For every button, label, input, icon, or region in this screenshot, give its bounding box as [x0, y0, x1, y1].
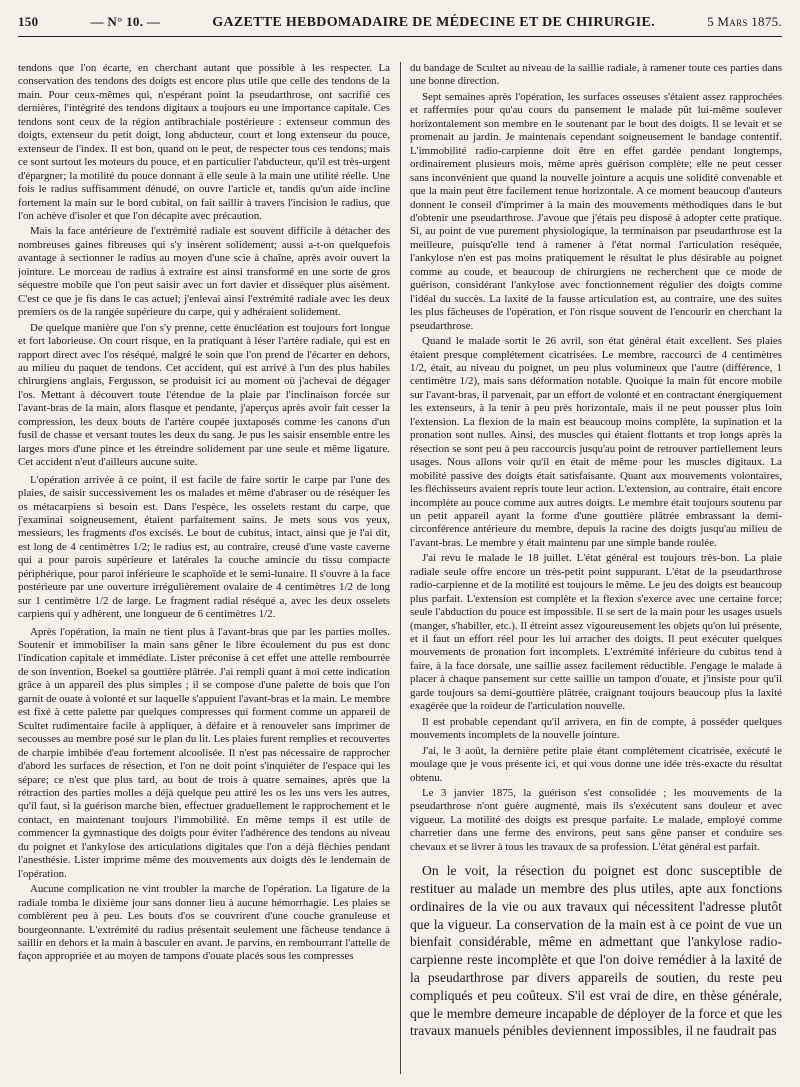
- page-number: 150: [18, 14, 39, 29]
- paragraph: Mais la face antérieure de l'extrémité radiale est souvent difficile à détacher des nombreuses gaines fibreuses qui s'y insèrent solidement; aussi a-t-on quelquefois avantage à sectionner le radius au moyen d'une scie à chaîne, après avoir ouvert la jointure. Le morceau de radius à extraire est ainsi transformé en une sorte de gros séquestre mobile que l'on peut saisir avec un fort davier et disséquer plus aisément. C'est ce que je fis dans le cas actuel; j'enlevai ainsi l'extrémité radiale avec les deux premiers os de la rangée supérieure du carpe, qui y adhéraient solidement.: [18, 225, 390, 319]
- paragraph: De quelque manière que l'on s'y prenne, cette énucléation est toujours fort longue et fort laborieuse. On court risque, en la pratiquant à léser l'artère radiale, qui est en rapport direct avec l'os réséqué, malgré le soin que l'on prend de l'écarter en dehors, au milieu du paquet de tendons. Cet accident, qui est arrivé à l'un des plus habiles chirurgiens anglais, Fergusson, se produisit ici au moment où j'achevai de dégager l'os. Mettant à découvert toute l'étendue de la plaie par l'inclinaison forcée sur l'avant-bras de la main, alors flasque et pendante, j'aperçus après avoir fait cesser la compression, les deux bouts de l'artère coupée juxtaposés comme les canons d'un fusil de chasse et versant toutes les deux du sang. Je pus les saisir ensemble entre les larges mors d'une pince et les étreindre solidement par une seule et même ligature. Cet accident n'eut d'ailleurs aucune suite.: [18, 321, 390, 469]
- text-columns: [18, 62, 782, 1074]
- issue-number: — N° 10. —: [90, 14, 161, 29]
- paragraph: Il est probable cependant qu'il arrivera, en fin de compte, à posséder quelques mouvements incomplets de la nouvelle jointure.: [410, 715, 782, 742]
- journal-title: GAZETTE HEBDOMADAIRE DE MÉDECINE ET DE CHIRURGIE.: [212, 15, 655, 30]
- paragraph: Quand le malade sortit le 26 avril, son état général était excellent. Ses plaies étaient presque complétement cicatrisées. Le membre, raccourci de 4 centimètres 1/2, était, au niveau du poignet, un peu plus volumineux que l'autre (différence, 1 centimètre 1/2), mais sans déformation notable. Quoique la main fût encore mobile sur l'avant-bras, il parvenait, par un effort de volonté et en contractant énergiquement les extenseurs, à la tenir à peu près horizontale, mais il ne peut pousser plus loin l'extension. La flexion de la main est beaucoup moins complète, la supination et la pronation sont nulles. Ainsi, des muscles qui étaient flottants et trop longs après la résection se sont peu à peu raccourcis jusqu'au point de retrouver partiellement leurs usages. Nous allons voir qu'il en était de même pour les muscles digitaux. La mobilité passive des doigts était satisfaisante. Quant aux mouvements volontaires, les fléchisseurs avaient repris toute leur action. L'extension, au contraire, était encore incomplète au pouce comme aux autres doigts. Le membre était toujours soutenu par un petit appareil ayant la forme d'une gouttière plâtrée embrassant la demi-circonférence antérieure du membre, depuis la racine des doigts jusqu'au milieu de l'avant-bras. Le membre y était maintenu par une simple bande roulée.: [410, 335, 782, 549]
- page-header: [18, 14, 782, 37]
- conclusion-paragraph: On le voit, la résection du poignet est donc susceptible de restituer au malade un membre des plus utiles, apte aux fonctions ordinaires de la vie ou aux travaux qui nécessitent l'adresse plutôt que la vigueur. La conservation de la main est à ce point de vue un bienfait considérable, même en admettant que l'ankylose radio-carpienne reste incomplète et que l'on doive remédier à la laxité de la pseudarthrose par divers appareils de soutien, du reste peu compliqués et peu coûteux. S'il est vrai de dire, en thèse générale, que le membre demeure incapable de déployer de la force et que les travaux manuels pénibles deviennent impossibles, il ne faudrait pas: [410, 863, 782, 1039]
- newspaper-page: [18, 14, 782, 1076]
- paragraph: Sept semaines après l'opération, les surfaces osseuses s'étaient assez rapprochées et raffermies pour qu'au cours du pansement le malade pût lui-même soulever horizontalement son membre en le soutenant par le bout des doigts. Il se levait et se promenait au jardin. Je maintenais cependant soigneusement le bandage contentif. L'immobilité radio-carpienne doit être en effet gardée pendant longtemps, ordinairement plusieurs mois, même après guérison complète; elle ne peut cesser sans inconvénient que quand la nouvelle jointure a acquis une solidité convenable et que la main peut être facilement tenue horizontale. A ce moment beaucoup d'auteurs donnent le conseil d'imprimer à la main des mouvements méthodiques dans le but d'obtenir une pseudarthrose. J'avoue que j'étais peu disposé à adopter cette pratique. Si, au point de vue purement physiologique, la terminaison par pseudarthrose est la meilleure, puisqu'elle tend à ramener à l'état normal l'articulation reséquée, l'ankylose n'en est pas moins pratiquement le résultat le plus désirable au poignet comme au coude, et beaucoup de chirurgiens ne recherchent que ce mode de guérison, considérant l'ankylose avec fonctionnement régulier des doigts comme l'idéal du succès. La laxité de la fausse articulation est, au contraire, une des suites les plus fâcheuses de l'opération, et l'on risque souvent de l'encourir en cherchant la pseudarthrose.: [410, 90, 782, 332]
- issue-date: 5 Mars 1875.: [707, 14, 782, 29]
- left-column: [18, 62, 390, 1074]
- paragraph: Le 3 janvier 1875, la guérison s'est consolidée ; les mouvements de la pseudarthrose n'ont guère augmenté, mais ils s'exécutent sans douleur et avec vigueur. La motilité des doigts est presque parfaite. Le malade, employé comme charretier dans une ferme des environs, peut sans gêne panser et conduire ses chevaux et se livrer à tous les travaux de sa profession. L'état général est parfait.: [410, 787, 782, 853]
- column-divider: [400, 62, 401, 1074]
- right-column: [410, 62, 782, 1074]
- paragraph: Après l'opération, la main ne tient plus à l'avant-bras que par les parties molles. Soutenir et immobiliser la main sans gêner le libre écoulement du pus est donc l'indication capitale et immédiate. Lister préconise à cet effet une attelle rembourrée de son invention, Boekel sa gouttière plâtrée. J'ai rempli quant à moi cette indication grâce à un appareil des plus simples ; il se compose d'une palette de bois que l'on garnit de ouate à volonté et sur laquelle s'appuient l'avant-bras et la main. Le membre est fixé à cette palette par quelques compresses qui forment comme un appareil de Scultet rudimentaire facile à appliquer, à défaire et à renouveler sans imprimer de secousses au membre posé sur le plan du lit. Les plaies furent remplies et recouvertes de charpie imbibée d'eau fortement alcoolisée. Il n'est pas nécessaire de rapprocher d'abord les surfaces de résection, et l'on ne doit point s'inquiéter de l'espace qui les sépare; ce n'est que plus tard, au bout de trois à quatre semaines, après que la rétraction des parties molles a déjà quelque peu attiré les os les uns vers les autres, qu'il faut, si la guérison marche bien, effectuer graduellement le rapprochement et le contact, en maintenant toujours l'immobilité. En même temps il est utile de commencer la gymnastique des doigts pour éviter l'adhérence des tendons au niveau du poignet et l'ankylose des articulations digitales que l'on a déjà fléchies pendant l'anesthésie. Lister imprime même des mouvements aux doigts dès le lendemain de l'opération.: [18, 625, 390, 880]
- paragraph: J'ai, le 3 août, la dernière petite plaie étant complétement cicatrisée, exécuté le moulage que je vous présente ici, et qui vous donne une idée très-exacte du résultat obtenu.: [410, 744, 782, 784]
- paragraph: J'ai revu le malade le 18 juillet. L'état général est toujours très-bon. La plaie radiale seule offre encore un très-petit point suppurant. L'état de la pseudarthrose radio-carpienne et de la motilité est toujours le même. Le jeu des doigts est beaucoup plus parfait. L'extension est complète et la flexion s'exerce avec une certaine force; seule l'abduction du pouce est impossible. Il se sert de la main pour les usages usuels (manger, s'habiller, etc.). Il étreint assez vigoureusement les objets qu'on lui présente, et il faut un effort réel pour les lui arracher des doigts. Il peut exécuter quelques mouvements de pronation fort incomplets. L'extrémité inférieure du cubitus tend à faire, à la face dorsale, une saillie assez facilement réductible. J'engage le malade à placer à chaque pansement sur cette saillie un tampon d'ouate, et j'insiste pour qu'il garde toujours sa demi-gouttière plâtrée, craignant toujours beaucoup plus la laxité exagérée que la roideur de l'articulation nouvelle.: [410, 552, 782, 713]
- paragraph: tendons que l'on écarte, en cherchant autant que possible à les respecter. La conservation des tendons des doigts est encore plus utile que celle des tendons de la main. Pour ceux-mêmes qui, n'espérant point la pseudarthrose, ont sacrifié ces dernières, l'intégrité des tendons digitaux a toujours eu une importance capitale. Ces tendons sont ceux de la région antibrachiale postérieure : extenseur commun des doigts, extenseur du petit doigt, long abducteur, court et long extenseur du pouce, extenseur de l'index. Il est bon, quand on le peut, de respecter tous ces tendons; mais ce sont surtout les moteurs du pouce, et en particulier l'abducteur, qu'il est très-urgent d'épargner; la motilité du pouce donnant à elle seule à la main une utilité réelle. Une fois le radius suffisamment dénudé, on ouvre l'article et, tandis qu'un aide incline fortement la main sur le bord cubital, on fait saillir à travers l'incision le radius, que l'on achève d'isoler et que l'on décapite avec précaution.: [18, 62, 390, 222]
- paragraph: L'opération arrivée à ce point, il est facile de faire sortir le carpe par l'une des plaies, de saisir successivement les os malades et même d'abraser ou de réséquer les os métacarpiens si besoin est. Dans l'espèce, les osselets restant du carpe, que j'examinai soigneusement, étaient parfaitement sains. Je mets sous vos yeux, messieurs, les fragments d'os excisés. Le bout de cubitus, intact, ainsi que je l'ai dit, est long de 4 centimètres 1/2; le radius est, au contraire, creusé d'une vaste caverne qui a pour parois supérieure et latérales la couche amincie du tissu compacte périphérique, pour paroi inférieure le scaphoïde et le semi-lunaire. Il s'ouvre à la face postérieure par une ouverture irrégulièrement ovalaire de 4 centimètres 1/2 de long sur 1 centimètre 1/2 de large. Le fragment radial réséqué a, avec les deux osselets carpiens qui y adhèrent, une longueur de 6 centimètres 1/2.: [18, 473, 390, 621]
- paragraph: du bandage de Scultet au niveau de la saillie radiale, à ramener toute ces parties dans une bonne direction.: [410, 62, 782, 88]
- paragraph: Aucune complication ne vint troubler la marche de l'opération. La ligature de la radiale tomba le dixième jour sans donner lieu à aucune hémorrhagie. Les plaies se comblèrent peu à peu. Les bouts d'os se couvrirent d'une couche granuleuse et bourgeonnante. L'extrémité du radius présentait seulement une fâcheuse tendance à saillir en dehors et la main à basculer en avant. Je parvins, en rembourrant l'attelle de façon appropriée et au moyen de tampons d'ouate placés sous les compresses: [18, 883, 390, 963]
